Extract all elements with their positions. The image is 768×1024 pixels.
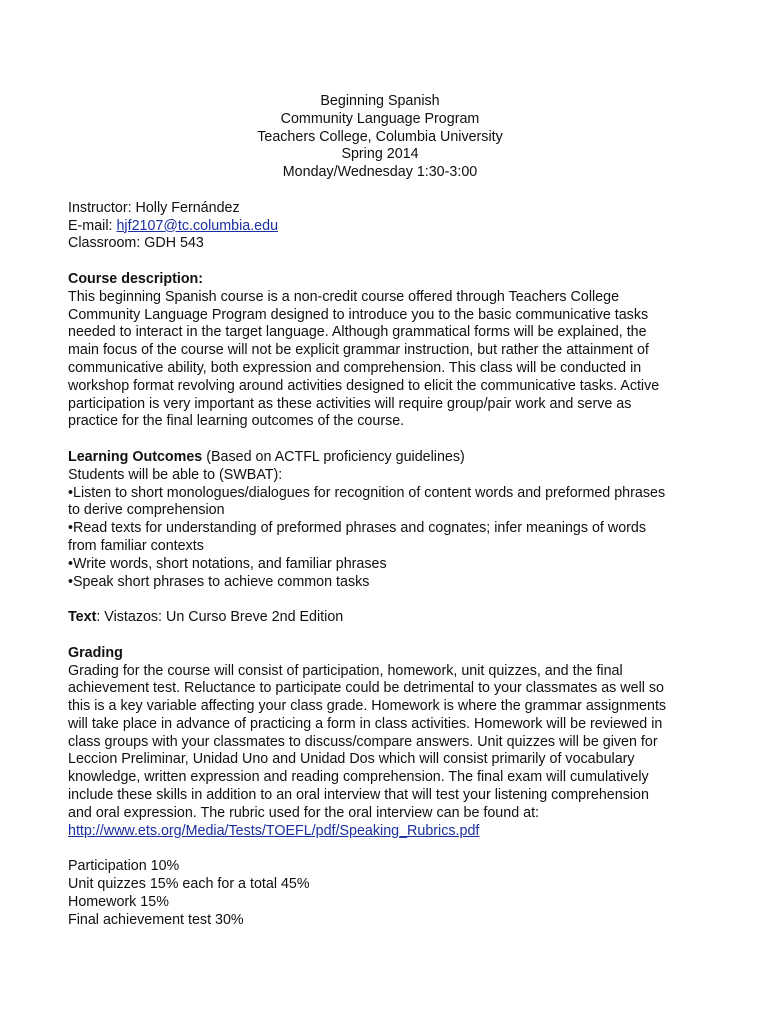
- outcomes-intro: Students will be able to (SWBAT):: [68, 466, 283, 483]
- paragraph-line: workshop format revolving around activities designed to elicit the communicative tasks. Active: [68, 377, 660, 394]
- course-description-section: [68, 271, 708, 431]
- classroom-line: Classroom: GDH 543: [68, 235, 204, 252]
- term: Spring 2014: [341, 146, 419, 163]
- outcome-line: •Listen to short monologues/dialogues for recognition of content words and preformed phrases: [68, 484, 666, 501]
- paragraph-line: knowledge, written expression and reading comprehension. The final exam will cumulatively: [68, 769, 649, 786]
- outcome-line: from familiar contexts: [68, 537, 204, 554]
- paragraph-line: practice for the final learning outcomes of the course.: [68, 413, 405, 430]
- rubric-link-line: [68, 823, 708, 841]
- paragraph-line: Grading for the course will consist of participation, homework, unit quizzes, and the final: [68, 662, 623, 679]
- paragraph-line: This beginning Spanish course is a non-credit course offered through Teachers College: [68, 288, 620, 305]
- paragraph-line: achievement test. Reluctance to participate could be detrimental to your classmates as well so: [68, 680, 665, 697]
- institution-name: Teachers College, Columbia University: [257, 128, 503, 145]
- paragraph-line: and oral expression. The rubric used for the oral interview can be found at:: [68, 804, 540, 821]
- paragraph-line: will take place in advance of practicing a form in class activities. Homework will be reviewed in: [68, 715, 663, 732]
- grade-breakdown: [68, 858, 708, 929]
- paragraph-line: main focus of the course will not be explicit grammar instruction, but rather the attainment of: [68, 342, 649, 359]
- outcome-line: •Write words, short notations, and familiar phrases: [68, 555, 387, 572]
- schedule: Monday/Wednesday 1:30-3:00: [282, 164, 478, 181]
- paragraph-line: class groups with your classmates to discuss/compare answers. Unit quizzes will be given for: [68, 733, 658, 750]
- syllabus-page: [68, 93, 708, 929]
- course-description-heading: Course description:: [68, 270, 204, 287]
- paragraph-line: include these skills in addition to an oral interview that will test your listening comprehension: [68, 787, 649, 804]
- breakdown-item: Homework 15%: [68, 893, 169, 910]
- email-link[interactable]: hjf2107@tc.columbia.edu: [116, 217, 279, 234]
- paragraph-line: this is a key variable affecting your class grade. Homework is where the grammar assignments: [68, 698, 667, 715]
- course-header: [60, 93, 700, 182]
- outcome-line: •Speak short phrases to achieve common tasks: [68, 573, 370, 590]
- grading-section: [68, 645, 708, 841]
- grading-heading: Grading: [68, 644, 123, 661]
- paragraph-line: communicative ability, both expression and comprehension. This class will be conducted in: [68, 359, 642, 376]
- learning-outcomes-section: [68, 449, 708, 591]
- learning-outcomes-heading: Learning Outcomes (Based on ACTFL proficiency guidelines): [68, 448, 465, 465]
- text-section: [68, 609, 708, 627]
- paragraph-line: needed to interact in the target language. Although grammatical forms will be explained, the: [68, 324, 647, 341]
- paragraph-line: Community Language Program designed to introduce you to the basic communicative tasks: [68, 306, 649, 323]
- rubric-link[interactable]: http://www.ets.org/Media/Tests/TOEFL/pdf/Speaking_Rubrics.pdf: [68, 822, 480, 839]
- textbook-line: Text: Vistazos: Un Curso Breve 2nd Edition: [68, 609, 344, 626]
- breakdown-item: Final achievement test 30%: [68, 911, 244, 928]
- program-name: Community Language Program: [280, 110, 480, 127]
- paragraph-line: Leccion Preliminar, Unidad Uno and Unidad Dos which will consist primarily of vocabulary: [68, 751, 635, 768]
- instructor-info: [68, 200, 708, 253]
- outcome-line: •Read texts for understanding of preformed phrases and cognates; infer meanings of words: [68, 520, 647, 537]
- email-label: E-mail:: [68, 217, 117, 234]
- paragraph-line: participation is very important as these activities will require group/pair work and serve as: [68, 395, 632, 412]
- breakdown-item: Unit quizzes 15% each for a total 45%: [68, 876, 310, 893]
- email-line: [68, 218, 708, 236]
- course-title: Beginning Spanish: [320, 93, 440, 109]
- outcome-line: to derive comprehension: [68, 502, 225, 519]
- instructor-line: Instructor: Holly Fernández: [68, 199, 240, 216]
- breakdown-item: Participation 10%: [68, 858, 180, 875]
